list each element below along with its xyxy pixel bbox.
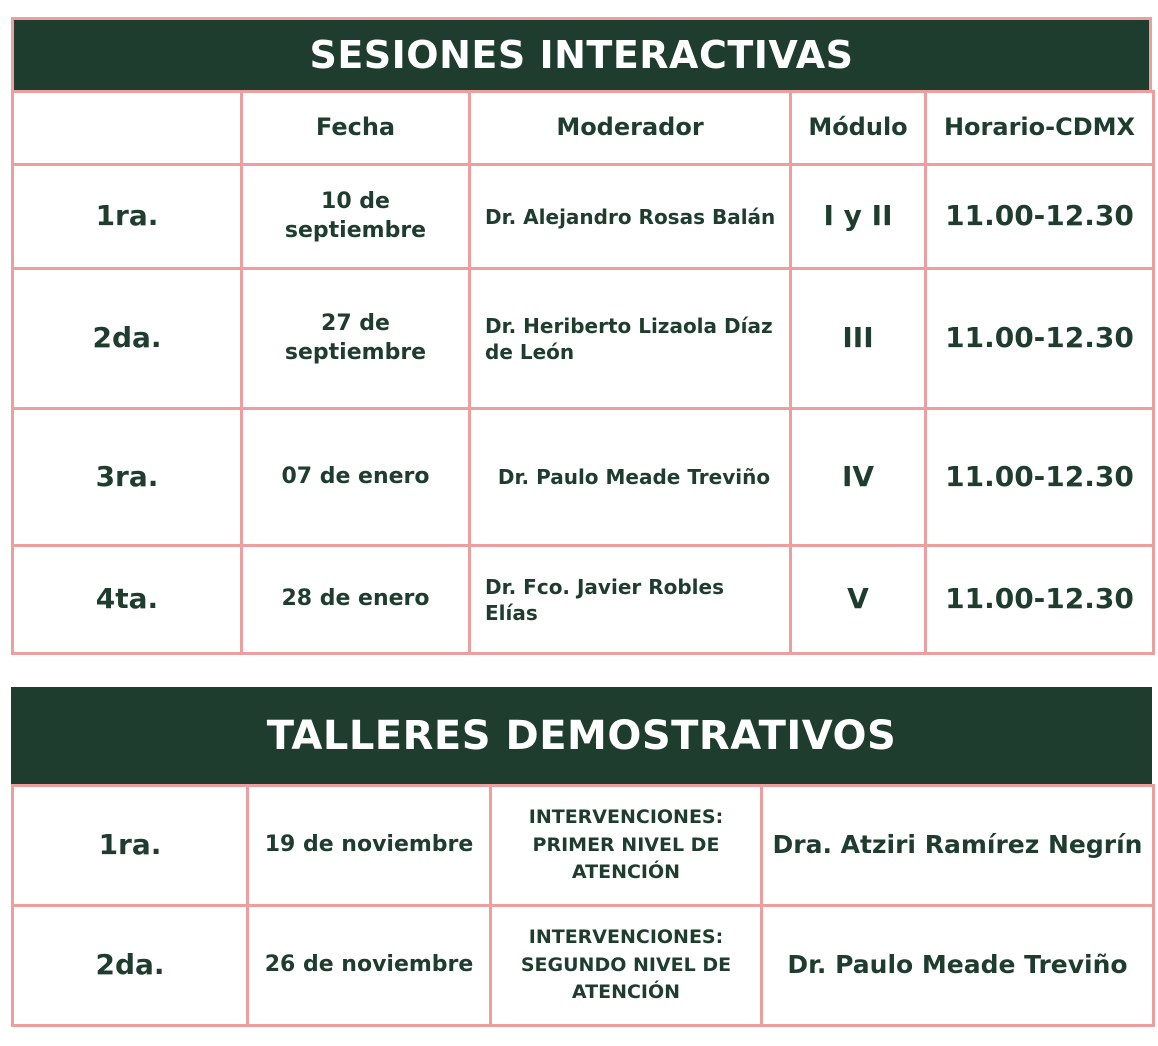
header-fecha: Fecha [242,92,470,165]
session-moderator: Dr. Paulo Meade Treviño [470,409,791,546]
workshop-description: INTERVENCIONES: PRIMER NIVEL DE ATENCIÓN [491,786,762,906]
workshop-ordinal: 2da. [13,906,248,1026]
session-time: 11.00-12.30 [926,269,1154,409]
table-row [13,165,1154,269]
session-moderator: Dr. Fco. Javier Robles Elías [470,546,791,654]
talleres-table [11,784,1155,1027]
sesiones-header-row [13,92,1154,165]
session-date: 07 de enero [242,409,470,546]
workshop-ordinal: 1ra. [13,786,248,906]
session-date: 10 de septiembre [242,165,470,269]
sesiones-table [11,90,1155,655]
table-row [13,786,1154,906]
header-modulo: Módulo [791,92,926,165]
session-module: I y II [791,165,926,269]
workshop-presenter: Dr. Paulo Meade Treviño [762,906,1154,1026]
session-date: 27 de septiembre [242,269,470,409]
session-ordinal: 2da. [13,269,242,409]
workshop-date: 19 de noviembre [248,786,491,906]
workshop-date: 26 de noviembre [248,906,491,1026]
workshop-description: INTERVENCIONES: SEGUNDO NIVEL DE ATENCIÓN [491,906,762,1026]
session-ordinal: 1ra. [13,165,242,269]
header-moderador: Moderador [470,92,791,165]
session-moderator: Dr. Heriberto Lizaola Díaz de León [470,269,791,409]
workshop-presenter: Dra. Atziri Ramírez Negrín [762,786,1154,906]
session-time: 11.00-12.30 [926,165,1154,269]
table-row [13,906,1154,1026]
session-module: V [791,546,926,654]
header-horario: Horario-CDMX [926,92,1154,165]
session-ordinal: 3ra. [13,409,242,546]
session-module: IV [791,409,926,546]
header-blank [13,92,242,165]
session-ordinal: 4ta. [13,546,242,654]
session-time: 11.00-12.30 [926,409,1154,546]
talleres-title: TALLERES DEMOSTRATIVOS [11,687,1152,784]
sesiones-title: SESIONES INTERACTIVAS [11,17,1152,90]
session-time: 11.00-12.30 [926,546,1154,654]
session-moderator: Dr. Alejandro Rosas Balán [470,165,791,269]
table-row [13,269,1154,409]
talleres-demostrativos-section [11,687,1152,1027]
session-module: III [791,269,926,409]
table-row [13,546,1154,654]
session-date: 28 de enero [242,546,470,654]
sesiones-interactivas-section [11,17,1152,655]
table-row [13,409,1154,546]
